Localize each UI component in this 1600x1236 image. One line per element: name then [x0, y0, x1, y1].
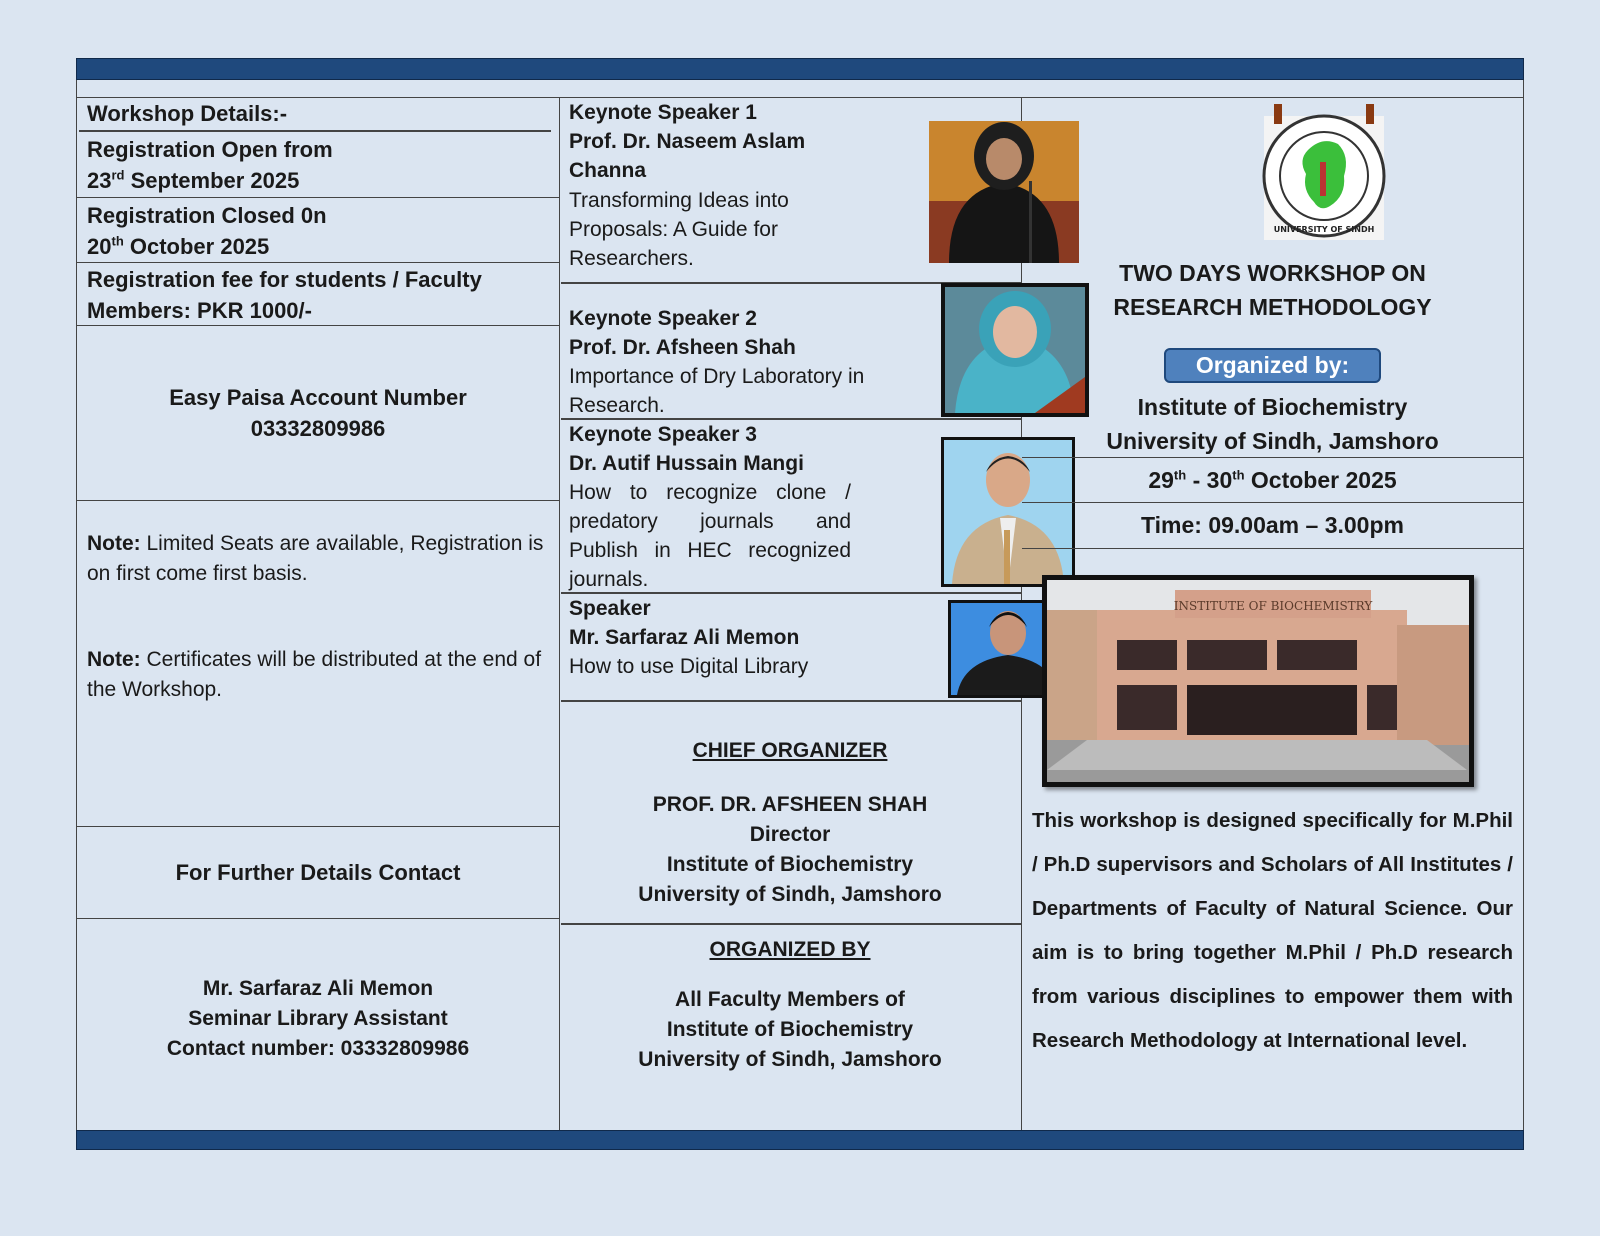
registration-closed-date: 20th October 2025: [87, 233, 270, 259]
top-bar: [76, 58, 1524, 80]
flyer: [76, 58, 1524, 1150]
institute-building-photo: [1042, 575, 1474, 787]
organized-by-cell: [559, 925, 1021, 1130]
organized-by-badge: Organized by:: [1164, 348, 1381, 383]
registration-fee-line2: Members: PKR 1000/-: [87, 298, 312, 323]
organized-by-line3: University of Sindh, Jamshoro: [638, 1048, 942, 1071]
speaker-label: Keynote Speaker 3: [569, 423, 757, 446]
registration-fee-cell: [77, 263, 559, 326]
event-title-cell: [1022, 98, 1523, 458]
registration-open-cell: [77, 132, 559, 198]
details-column: [76, 98, 560, 1130]
event-date-cell: [1022, 458, 1523, 503]
registration-closed-label: Registration Closed 0n: [87, 203, 327, 228]
chief-organizer-name: PROF. DR. AFSHEEN SHAH: [652, 793, 928, 816]
contact-heading: For Further Details Contact: [175, 860, 461, 885]
university-logo: [1258, 100, 1390, 244]
event-time-cell: [1022, 503, 1523, 549]
easypaisa-label: Easy Paisa Account Number: [169, 385, 467, 410]
institute-building-image: [1047, 580, 1469, 782]
contact-heading-cell: [77, 827, 559, 919]
speaker-name: Prof. Dr. Afsheen Shah: [569, 336, 796, 359]
speaker-name: Dr. Autif Hussain Mangi: [569, 452, 804, 475]
event-info-cell: [1022, 549, 1523, 1130]
chief-organizer-heading: CHIEF ORGANIZER: [692, 739, 888, 762]
chief-organizer-university: University of Sindh, Jamshoro: [638, 883, 942, 906]
contact-role: Seminar Library Assistant: [188, 1007, 448, 1030]
svg-text:INSTITUTE OF BIOCHEMISTRY: INSTITUTE OF BIOCHEMISTRY: [1173, 599, 1373, 613]
speakers-column: [559, 98, 1022, 1130]
notes-cell: [77, 501, 559, 827]
registration-fee-line1: Registration fee for students / Faculty: [87, 267, 482, 292]
contact-cell: [77, 919, 559, 1130]
organized-by-line1: All Faculty Members of: [675, 988, 905, 1011]
easypaisa-cell: [77, 326, 559, 501]
university-seal-icon: [1258, 100, 1390, 244]
event-time: Time: 09.00am – 3.00pm: [1141, 512, 1404, 538]
registration-open-label: Registration Open from: [87, 137, 333, 162]
speaker-name: Prof. Dr. Naseem Aslam Channa: [569, 130, 806, 182]
note-seats: Note: Limited Seats are available, Registration is on first come first basis.: [87, 532, 544, 585]
event-title-line2: RESEARCH METHODOLOGY: [1113, 294, 1432, 320]
contact-name: Mr. Sarfaraz Ali Memon: [202, 977, 434, 1000]
workshop-heading: Workshop Details:-: [87, 101, 288, 126]
event-description: This workshop is designed specifically for M.Phil / Ph.D supervisors and Scholars of All Institutes / Departments of Faculty of Natural Science. Our aim is to bring together M.Phil / Ph.D research from various disciplines to empower them with Research Methodology at International level.: [1032, 809, 1513, 1052]
chief-organizer-cell: [559, 702, 1021, 925]
speaker-card: [559, 420, 1021, 594]
chief-organizer-institute: Institute of Biochemistry: [666, 853, 914, 876]
registration-open-date: 23rd September 2025: [87, 167, 300, 193]
speaker-topic: How to use Digital Library: [569, 655, 809, 678]
organizer-institute: Institute of Biochemistry: [1137, 394, 1408, 420]
speaker-topic: How to recognize clone / predatory journals and Publish in HEC recognized journals.: [569, 481, 851, 591]
speaker-topic: Importance of Dry Laboratory in Research.: [569, 365, 865, 417]
easypaisa-number: 03332809986: [250, 416, 386, 441]
note-certificates: Note: Certificates will be distributed at the end of the Workshop.: [87, 648, 542, 701]
workshop-heading-cell: [77, 98, 559, 132]
chief-organizer-role: Director: [749, 823, 831, 846]
contact-number: Contact number: 03332809986: [166, 1037, 470, 1060]
registration-closed-cell: [77, 198, 559, 263]
speaker-name: Mr. Sarfaraz Ali Memon: [569, 626, 800, 649]
organizer-university: University of Sindh, Jamshoro: [1106, 428, 1439, 454]
speaker-topic: Transforming Ideas into Proposals: A Guide for Researchers.: [569, 189, 789, 270]
speaker-label: Keynote Speaker 2: [569, 307, 757, 330]
svg-text:UNIVERSITY OF SINDH: UNIVERSITY OF SINDH: [1273, 225, 1375, 234]
event-column: [1022, 98, 1524, 1130]
speaker-card: [559, 284, 1021, 420]
speaker-label: Keynote Speaker 1: [569, 101, 757, 124]
event-date: 29th - 30th October 2025: [1148, 467, 1397, 493]
bottom-bar: [76, 1130, 1524, 1150]
speaker-card: [559, 98, 1021, 284]
event-title-line1: TWO DAYS WORKSHOP ON: [1119, 260, 1426, 286]
speaker-label: Speaker: [569, 597, 651, 620]
organized-by-heading: ORGANIZED BY: [709, 938, 871, 961]
organized-by-line2: Institute of Biochemistry: [666, 1018, 914, 1041]
speaker-card: [559, 594, 1021, 702]
header-strip: [76, 80, 1524, 98]
